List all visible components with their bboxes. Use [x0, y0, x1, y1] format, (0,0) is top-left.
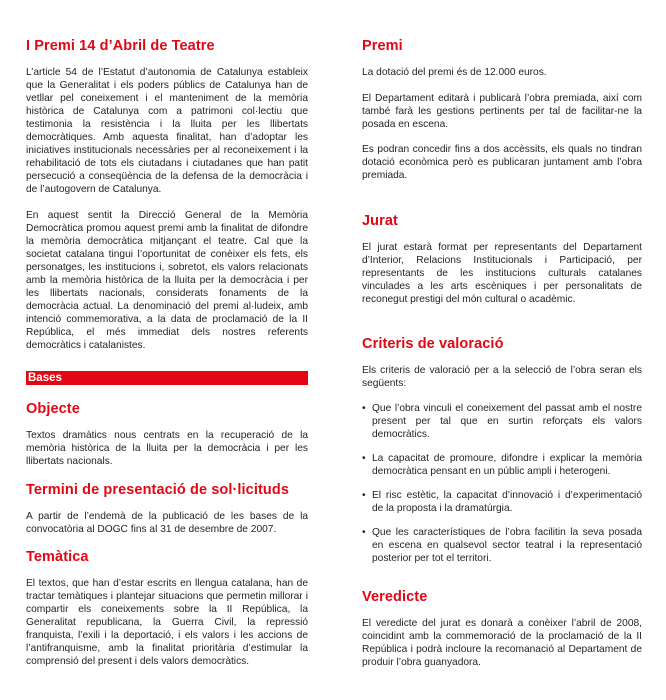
list-item: [362, 526, 642, 565]
criteri-text: La capacitat de promoure, difondre i explicar la memòria democràtica pensant en un públic ampli i heterogeni.: [372, 453, 642, 477]
premi-paragraph-2: El Departament editarà i publicarà l’obra premiada, així com també farà les gestions pertinents per tal de facilitar-ne la posada en escena.: [362, 93, 642, 130]
bullet-icon: •: [362, 490, 366, 501]
list-item: [362, 452, 642, 478]
intro-paragraph-2: En aquest sentit la Direcció General de la Memòria Democràtica promou aquest premi amb la finalitat de difondre la memòria democràtica mitjançant el teatre. Cal que la societat catalana tingui l’oportunitat de conèixer els fets, els personatges, les institucions i, sobretot, els valors relacionats amb la memòria històrica de la lluita per la democràcia i per les llibertats nacionals, considerats fonaments de la democràcia actual. La denominació del premi al·ludeix, amb intenció commemorativa, a la data de proclamació de la II República, el més immediat dels nostres referents democràtics i catalanistes.: [26, 210, 308, 351]
termini-heading: Termini de presentació de sol·licituds: [26, 482, 289, 498]
veredicte-text: El veredicte del jurat es donarà a conèixer l’abril de 2008, coincidint amb la commemoració de la proclamació de la II República i podrà incloure la recomanació al Departament de produir l’obra guanyadora.: [362, 618, 642, 668]
main-title: I Premi 14 d’Abril de Teatre: [26, 38, 215, 54]
jurat-text: El jurat estarà format per representants del Departament d’Interior, Relacions Institucionals i Participació, per representants de les institucions culturals catalanes vinculades a les arts escèniques i per personalitats de reconegut prestigi del món cultural o acadèmic.: [362, 242, 642, 305]
tematica-text: El textos, que han d’estar escrits en llengua catalana, han de tractar temàtiques i plantejar situacions que permetin millorar i compartir els coneixements sobre la II República, la Generalitat republicana, la Guerra Civil, la repressió franquista, l’exili i la deportació, i els valors i les accions de l’antifranquisme, amb la finalitat prioritària d’estimular la comprensió del present i dels valors democràtics.: [26, 578, 308, 667]
termini-text: A partir de l’endemà de la publicació de les bases de la convocatòria al DOGC fins al 31 de desembre de 2007.: [26, 511, 308, 535]
premi-heading: Premi: [362, 38, 403, 54]
criteri-text: El risc estètic, la capacitat d’innovació i d’experimentació de la proposta i la dramatúrgia.: [372, 490, 642, 514]
criteri-text: Que les característiques de l’obra facilitin la seva posada en escena en qualsevol sector teatral i la representació posterior per tot el territori.: [372, 527, 642, 564]
jurat-heading: Jurat: [362, 213, 398, 229]
list-item: [362, 489, 642, 515]
list-item: [362, 402, 642, 441]
bases-banner: Bases: [26, 371, 308, 385]
intro-paragraph-1: L’article 54 de l’Estatut d’autonomia de Catalunya estableix que la Generalitat i els poders públics de Catalunya han de vetllar pel coneixement i el manteniment de la memòria històrica de Catalunya com a patrimoni col·lectiu que testimonia la resistència i la lluita per les llibertats democràtiques. Amb aquesta finalitat, han d’adoptar les iniciatives institucionals necessàries per al reconeixement i la rehabilitació de tots els ciutadans i ciutadanes que han patit persecució a conseqüència de la defensa de la democràcia i de l’autogovern de Catalunya.: [26, 67, 308, 195]
tematica-heading: Temàtica: [26, 549, 89, 565]
bullet-icon: •: [362, 527, 366, 538]
criteris-list: [362, 402, 642, 576]
premi-paragraph-1: La dotació del premi és de 12.000 euros.: [362, 67, 547, 78]
bullet-icon: •: [362, 403, 366, 414]
bullet-icon: •: [362, 453, 366, 464]
objecte-heading: Objecte: [26, 401, 80, 417]
premi-paragraph-3: Es podran concedir fins a dos accèssits, els quals no tindran dotació econòmica però es publicaran juntament amb l’obra premiada.: [362, 144, 642, 181]
objecte-text: Textos dramàtics nous centrats en la recuperació de la memòria històrica de la lluita per la democràcia i per les llibertats nacionals.: [26, 430, 308, 467]
criteris-heading: Criteris de valoració: [362, 336, 504, 352]
criteri-text: Que l’obra vinculi el coneixement del passat amb el nostre present per tal que en surtin reforçats els valors democràtics.: [372, 403, 642, 440]
veredicte-heading: Veredicte: [362, 589, 428, 605]
criteris-intro: Els criteris de valoració per a la selecció de l’obra seran els següents:: [362, 365, 642, 389]
